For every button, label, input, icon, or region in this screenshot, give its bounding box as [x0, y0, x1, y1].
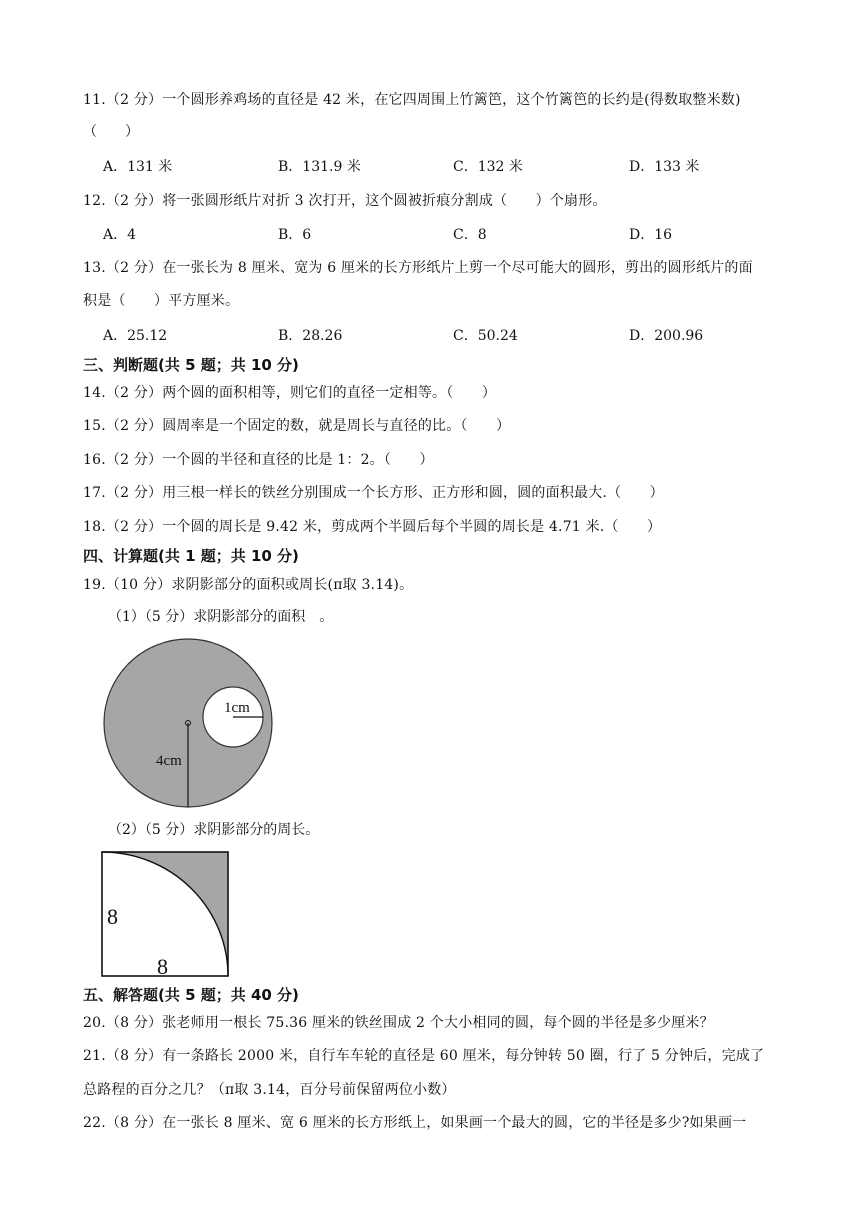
- question-19-part2: （2）（5 分）求阴影部分的周长。: [108, 822, 320, 838]
- section-5-heading: 五、解答题(共 5 题；共 40 分): [83, 986, 299, 1004]
- question-19-part1: （1）（5 分）求阴影部分的面积 。: [108, 609, 334, 625]
- question-21-text-line2: 总路程的百分之几？（π取 3.14，百分号前保留两位小数）: [83, 1082, 456, 1098]
- option-a: A．25.12: [103, 328, 168, 344]
- side-label: 8: [107, 904, 118, 929]
- question-13-options: [103, 326, 803, 346]
- option-d: D．200.96: [629, 328, 704, 344]
- question-22-text: 22.（8 分）在一张长 8 厘米、宽 6 厘米的长方形纸上，如果画一个最大的圆，它的半径是多少?如果画一: [83, 1115, 747, 1131]
- option-c: C．132 米: [453, 159, 523, 175]
- option-c: C．50.24: [453, 328, 518, 344]
- big-radius-label: 4cm: [156, 753, 182, 769]
- question-12-text: 12.（2 分）将一张圆形纸片对折 3 次打开，这个圆被折痕分割成（ ）个扇形。: [83, 193, 607, 209]
- question-21-text-line1: 21.（8 分）有一条路长 2000 米，自行车车轮的直径是 60 厘米，每分钟转 50 圈，行了 5 分钟后，完成了: [83, 1048, 765, 1064]
- question-19-text: 19.（10 分）求阴影部分的面积或周长(π取 3.14)。: [83, 577, 414, 593]
- question-11-blank: （ ）: [83, 124, 139, 140]
- question-12-options: [103, 225, 803, 245]
- option-a: A．4: [103, 227, 137, 243]
- bottom-label: 8: [157, 954, 168, 979]
- section-4-heading: 四、计算题(共 1 题；共 10 分): [83, 547, 299, 565]
- option-a: A．131 米: [103, 159, 173, 175]
- question-16-text: 16.（2 分）一个圆的半径和直径的比是 1：2。（ ）: [83, 452, 434, 468]
- question-17-text: 17.（2 分）用三根一样长的铁丝分别围成一个长方形、正方形和圆，圆的面积最大.（ ）: [83, 485, 664, 501]
- question-11-options: [103, 157, 803, 177]
- option-b: B．28.26: [278, 328, 343, 344]
- question-11-text: 11.（2 分）一个圆形养鸡场的直径是 42 米，在它四周围上竹篱笆，这个竹篱笆的长约是(得数取整米数): [83, 92, 741, 108]
- question-15-text: 15.（2 分）圆周率是一个固定的数，就是周长与直径的比。（ ）: [83, 418, 511, 434]
- figure-shaded-ring: [100, 638, 280, 810]
- section-3-heading: 三、判断题(共 5 题；共 10 分): [83, 356, 299, 374]
- figure-square-quarter-circle: [100, 850, 232, 980]
- option-b: B．131.9 米: [278, 159, 361, 175]
- option-c: C．8: [453, 227, 487, 243]
- small-radius-label: 1cm: [224, 700, 250, 716]
- option-d: D．133 米: [629, 159, 700, 175]
- question-14-text: 14.（2 分）两个圆的面积相等，则它们的直径一定相等。（ ）: [83, 385, 497, 401]
- question-13-text-line2: 积是（ ）平方厘米。: [83, 293, 240, 309]
- option-b: B．6: [278, 227, 312, 243]
- option-d: D．16: [629, 227, 673, 243]
- question-18-text: 18.（2 分）一个圆的周长是 9.42 米，剪成两个半圆后每个半圆的周长是 4.71 米.（ ）: [83, 519, 662, 535]
- question-20-text: 20.（8 分）张老师用一根长 75.36 厘米的铁丝围成 2 个大小相同的圆，每个圆的半径是多少厘米？: [83, 1015, 714, 1031]
- question-13-text-line1: 13.（2 分）在一张长为 8 厘米、宽为 6 厘米的长方形纸片上剪一个尽可能大的圆形，剪出的圆形纸片的面: [83, 260, 753, 276]
